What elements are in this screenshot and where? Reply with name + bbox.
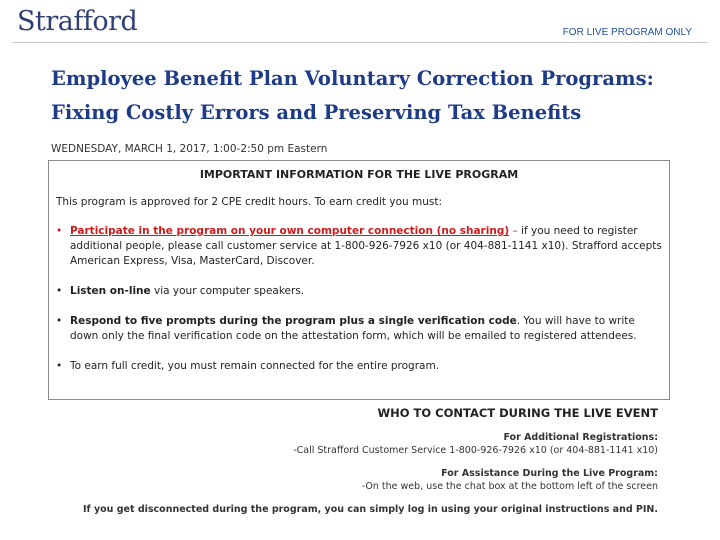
info-box-heading: IMPORTANT INFORMATION FOR THE LIVE PROGRAM (199, 168, 519, 181)
assistance-text: -On the web, use the chat box at the bottom left of the screen (361, 481, 658, 492)
requirement-item (56, 224, 666, 269)
program-datetime: WEDNESDAY, MARCH 1, 2017, 1:00-2:50 pm Eastern (51, 143, 328, 155)
bullet-icon: • (56, 360, 63, 372)
requirement-item (56, 284, 666, 299)
requirement-lead: Respond to five prompts during the program plus a single verification code (70, 315, 517, 327)
participate-link[interactable]: Participate in the program on your own computer connection (no sharing) (70, 225, 510, 237)
requirement-item (56, 314, 666, 344)
requirement-dash: – (509, 225, 522, 237)
registrations-label: For Additional Registrations: (503, 432, 658, 443)
contact-heading: WHO TO CONTACT DURING THE LIVE EVENT (377, 406, 658, 420)
requirement-item (56, 359, 666, 374)
contact-spacer (83, 457, 658, 467)
disconnect-note: If you get disconnected during the program, you can simply log in using your original instructions and PIN. (82, 504, 658, 515)
bullet-icon: • (56, 315, 63, 327)
registrations-text: -Call Strafford Customer Service 1-800-926-7926 x10 (or 404-881-1141 x10) (293, 445, 658, 456)
bullet-icon: • (56, 285, 63, 297)
title-line-1: Employee Benefit Plan Voluntary Correction Programs: (51, 67, 654, 90)
bullet-icon: • (56, 225, 63, 237)
credit-intro: This program is approved for 2 CPE credit hours. To earn credit you must: (56, 196, 443, 208)
live-program-tagline: FOR LIVE PROGRAM ONLY (562, 27, 692, 38)
assistance-label: For Assistance During the Live Program: (441, 468, 658, 479)
contact-section (83, 406, 658, 515)
requirement-text: if you need to register additional people, please call customer service at 1-800-926-7926 x10 (or 404-881-1141 x10). Strafford accepts American Express, Visa, MasterCard, Discover. (70, 225, 662, 267)
requirement-text: via your computer speakers. (150, 285, 305, 297)
requirement-text: To earn full credit, you must remain connected for the entire program. (70, 360, 440, 372)
requirement-text: . You will have to write down only the final verification code on the attestation form, which will be emailed to registered attendees. (70, 315, 637, 342)
requirement-lead: Listen on-line (70, 285, 151, 297)
page-title (51, 62, 701, 130)
live-program-info-box (48, 160, 670, 400)
credit-requirements-list (56, 224, 666, 374)
header-divider (12, 42, 708, 43)
strafford-logo: Strafford (17, 6, 138, 37)
title-line-2: Fixing Costly Errors and Preserving Tax Benefits (51, 101, 582, 124)
